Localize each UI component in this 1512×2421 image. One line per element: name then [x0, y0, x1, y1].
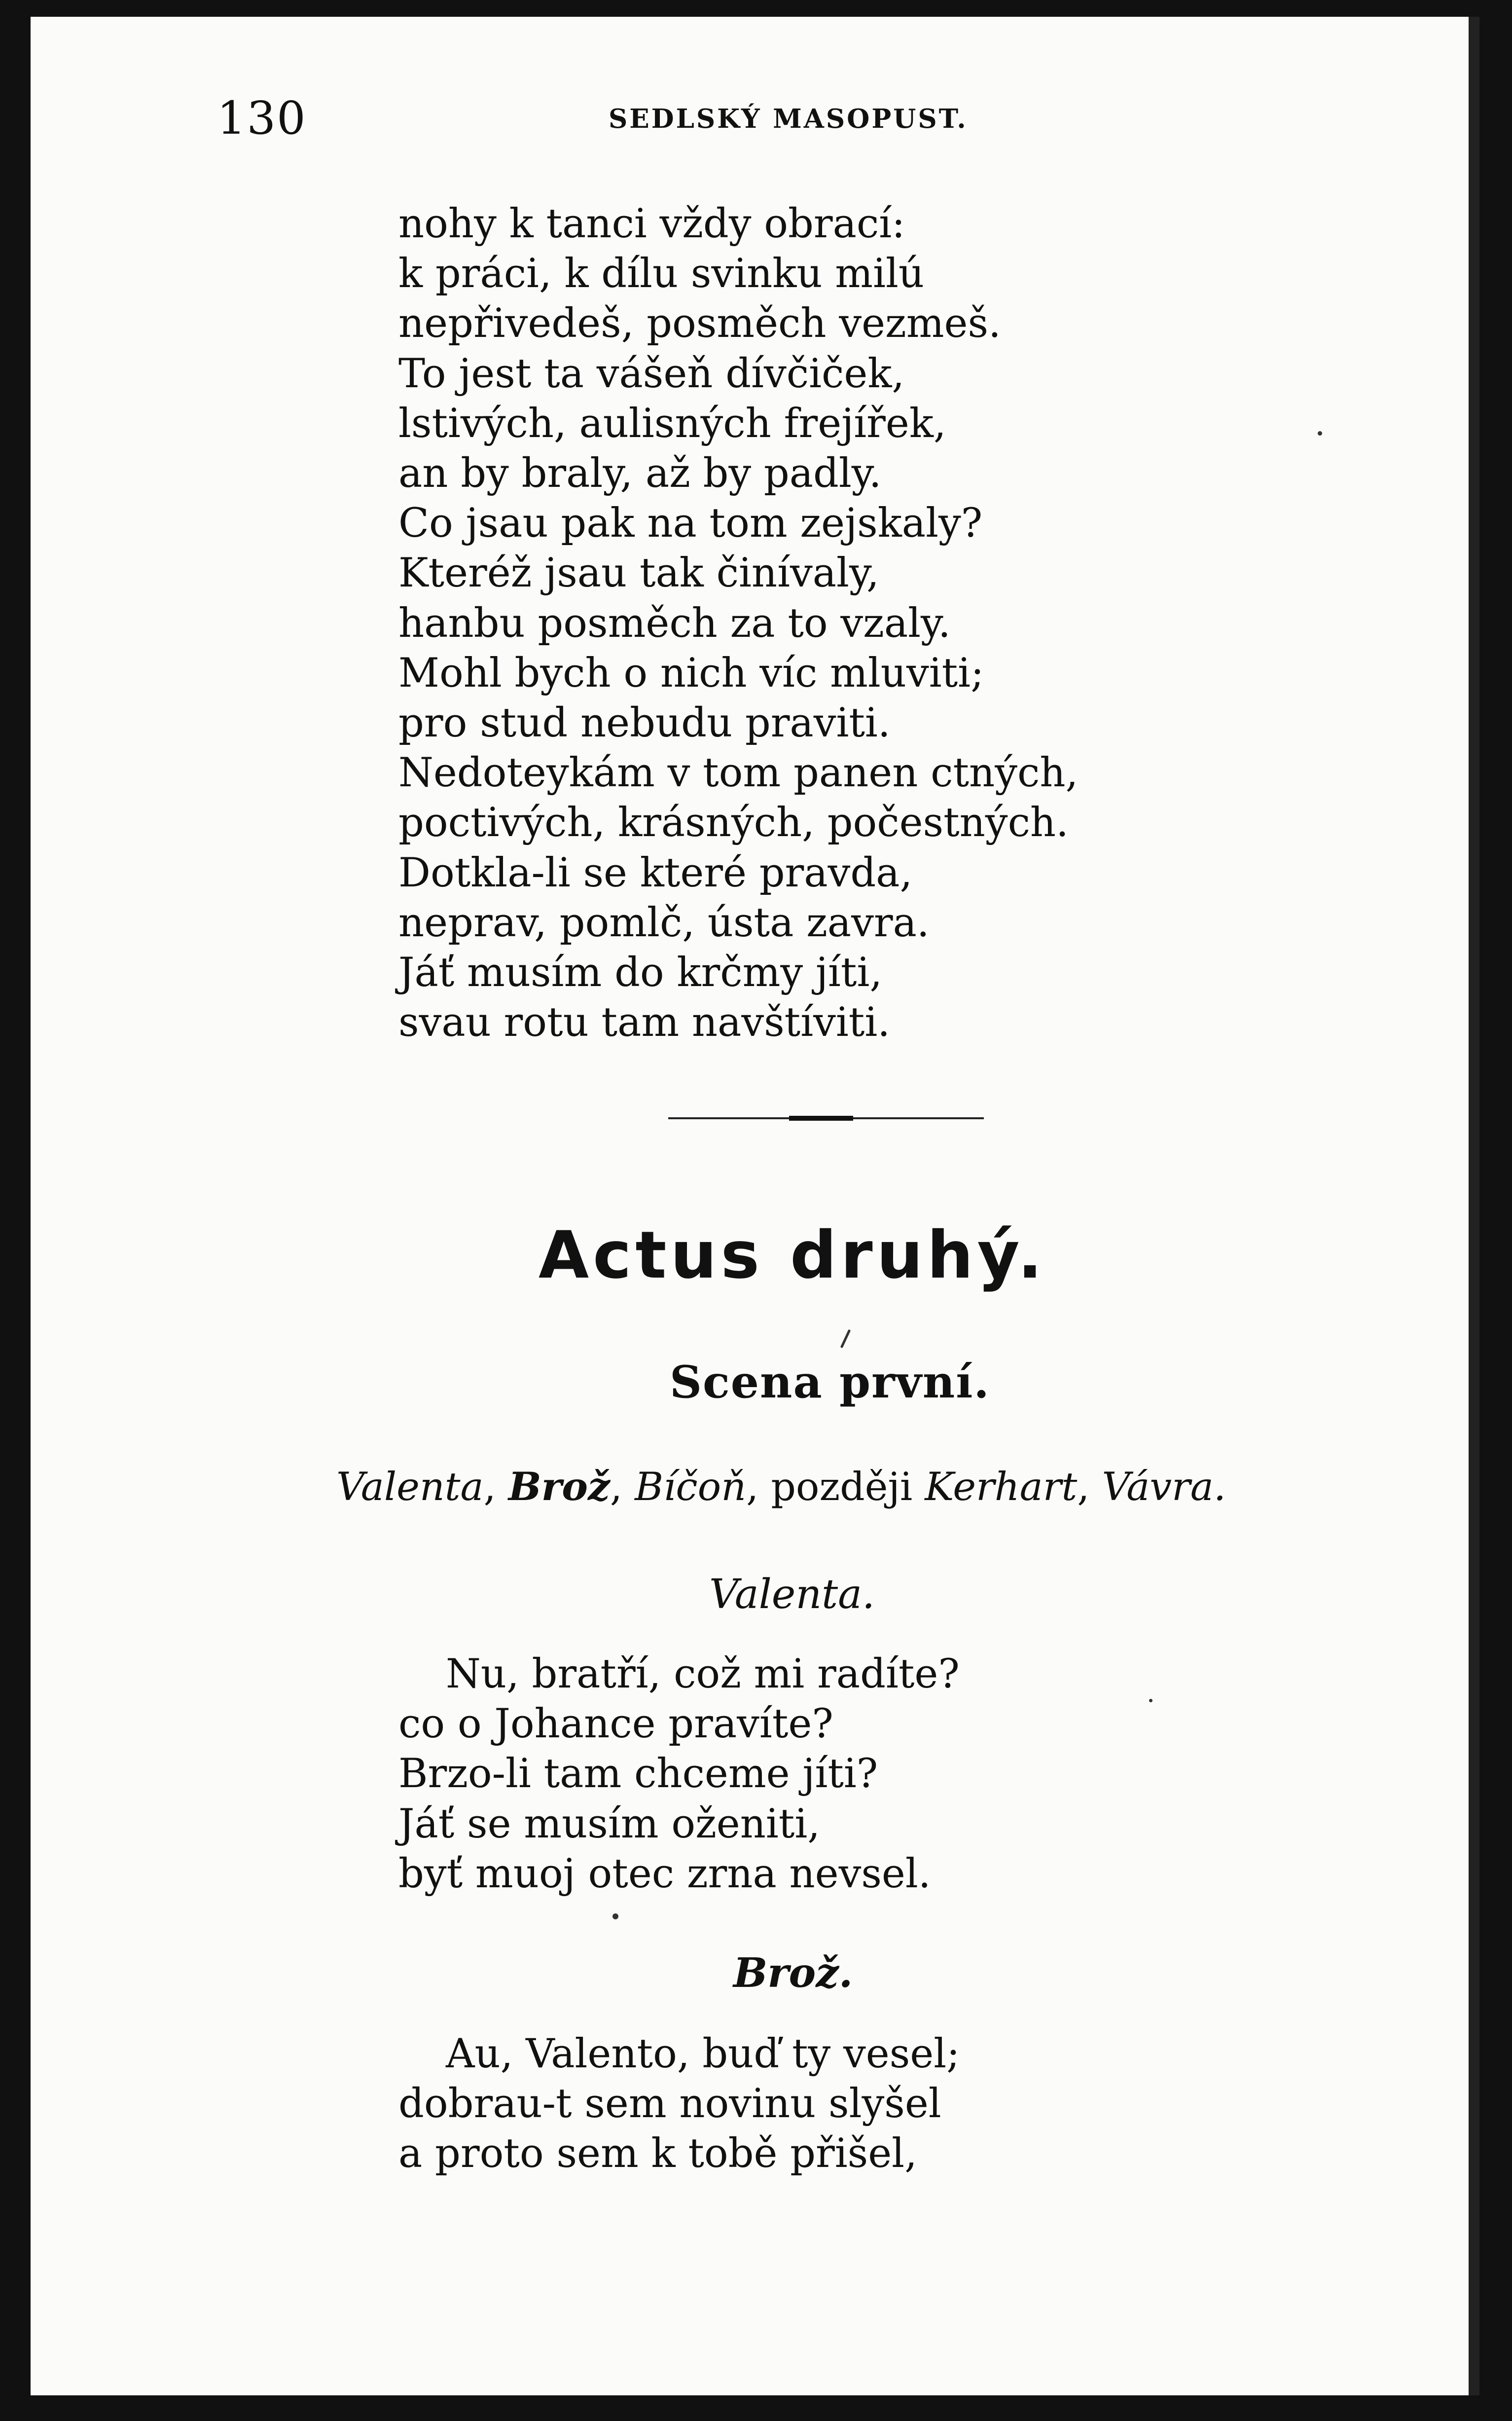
verse-line: nohy k tanci vždy obrací: — [398, 201, 905, 247]
cast-name: Vávra. — [1102, 1464, 1226, 1509]
speck — [1318, 431, 1322, 436]
cast-name: Valenta — [336, 1464, 484, 1509]
running-title: SEDLSKÝ MASOPUST. — [609, 104, 968, 134]
verse-line: hanbu posměch za to vzaly. — [398, 600, 951, 647]
verse-line: dobrau-t sem novinu slyšel — [398, 2081, 941, 2128]
verse-line: k práci, k dílu svinku milú — [398, 251, 925, 297]
cast-name: Kerhart — [925, 1464, 1078, 1509]
cast-later-word: později — [771, 1464, 913, 1509]
speaker-heading: Valenta. — [709, 1571, 875, 1618]
scene-title: Scena první. — [670, 1356, 990, 1408]
cast-list: Valenta, Brož, Bíčoň, později Kerhart, Vávra. — [336, 1464, 1226, 1509]
speaker-heading: Brož. — [733, 1949, 853, 1997]
verse-line: nepřivedeš, posměch vezmeš. — [398, 300, 1001, 347]
verse-line: Jáť se musím oženiti, — [398, 1800, 820, 1847]
cast-name: Bíčoň — [635, 1464, 747, 1509]
verse-line: poctivých, krásných, počestných. — [398, 800, 1069, 846]
verse-line: neprav, pomlč, ústa zavra. — [398, 899, 930, 946]
verse-line: Au, Valento, buď ty vesel; — [446, 2031, 960, 2077]
verse-line: svau rotu tam navštíviti. — [398, 999, 890, 1046]
verse-line: co o Johance pravíte? — [398, 1701, 833, 1748]
page-number: 130 — [217, 92, 307, 145]
verse-line: Co jsau pak na tom zejskaly? — [398, 500, 983, 547]
section-divider-rule — [668, 1113, 984, 1122]
verse-block-top — [398, 199, 1237, 1048]
verse-line: Kteréž jsau tak činívaly, — [398, 550, 879, 597]
verse-line: Nu, bratří, což mi radíte? — [446, 1651, 960, 1697]
cast-name: Brož — [508, 1464, 610, 1509]
verse-line: Nedoteykám v tom panen ctných, — [398, 750, 1079, 797]
divider-center-bar — [789, 1116, 853, 1121]
speech-broz — [398, 2029, 1237, 2179]
verse-line: Jáť musím do krčmy jíti, — [398, 950, 883, 996]
verse-line: an by braly, až by padly. — [398, 450, 882, 497]
speech-valenta — [398, 1650, 1237, 1899]
verse-line: Dotkla-li se které pravda, — [398, 849, 913, 896]
verse-line: Mohl bych o nich víc mluviti; — [398, 650, 984, 697]
speck — [612, 1913, 618, 1919]
book-page — [31, 17, 1479, 2395]
verse-line: a proto sem k tobě přišel, — [398, 2130, 917, 2177]
verse-line: byť muoj otec zrna nevsel. — [398, 1850, 931, 1897]
speck — [1149, 1699, 1152, 1702]
speck — [840, 1329, 851, 1348]
act-title: Actus druhý. — [539, 1217, 1046, 1293]
verse-line: To jest ta vášeň dívčiček, — [398, 350, 905, 397]
verse-line: Brzo-li tam chceme jíti? — [398, 1751, 878, 1797]
verse-line: lstivých, aulisných frejířek, — [398, 400, 946, 447]
verse-line: pro stud nebudu praviti. — [398, 700, 891, 747]
